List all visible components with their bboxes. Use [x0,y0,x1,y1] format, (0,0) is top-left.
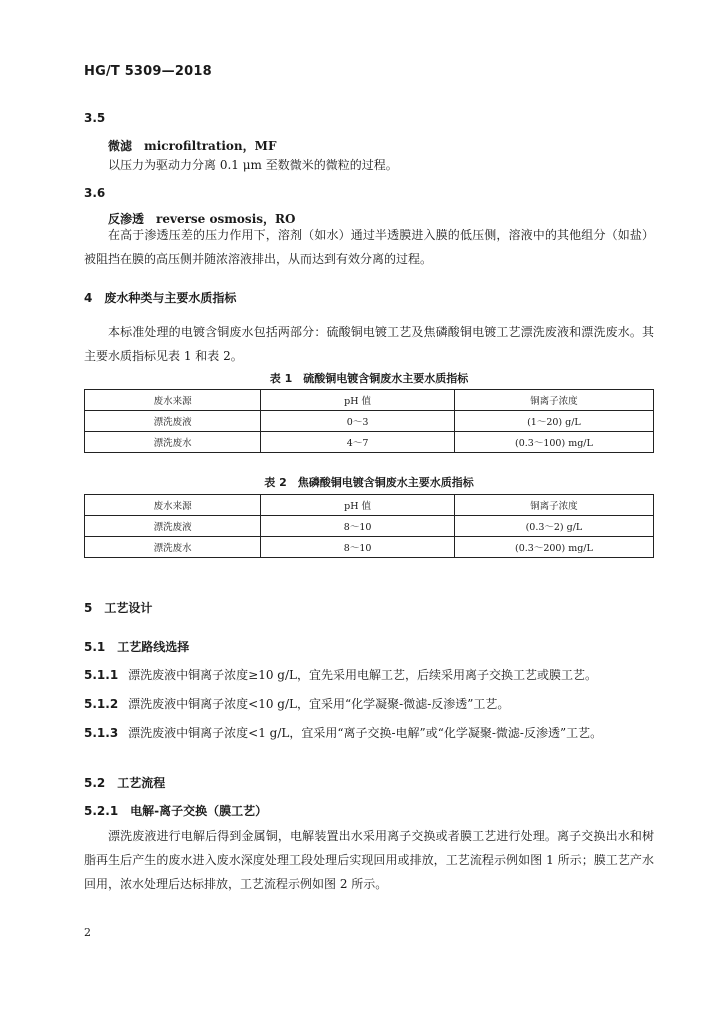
table-row [85,516,654,537]
table-header-row [85,390,654,411]
header-cell: 废水来源 [85,390,261,411]
section-number: 5.1 [84,640,106,654]
clause-number: 5.1.3 [84,726,119,740]
section-5-1-heading [84,638,189,655]
table-cell: 0～3 [261,411,454,432]
table-cell: 漂洗废液 [85,411,261,432]
section-5-2-heading [84,774,165,791]
header-cell: 废水来源 [85,495,261,516]
table-cell: (1～20) g/L [454,411,653,432]
term-english: microfiltration，MF [144,139,277,153]
section-4-paragraph: 本标准处理的电镀含铜废水包括两部分：硫酸铜电镀工艺及焦磷酸铜电镀工艺漂洗废液和漂洗废水。其主要水质指标见表 1 和表 2。 [84,325,654,363]
section-5-2-1-heading [84,802,267,819]
header-cell: 铜离子浓度 [454,390,653,411]
header-cell: pH 值 [261,390,454,411]
clause-number: 5.1.2 [84,697,119,711]
section-3-6-definition: 在高于渗透压差的压力作用下，溶剂（如水）通过半透膜进入膜的低压侧，溶液中的其他组分（如盐）被阻挡在膜的高压侧并随浓溶液排出，从而达到有效分离的过程。 [84,228,654,266]
table-cell: 4～7 [261,432,454,453]
section-title: 工艺路线选择 [117,640,190,654]
table-row [85,432,654,453]
section-3-6-number: 3.6 [84,186,106,200]
clause-text: 漂洗废液中铜离子浓度<10 g/L，宜采用“化学凝聚-微滤-反渗透”工艺。 [128,697,510,711]
table-cell: (0.3～200) mg/L [454,537,653,558]
clause-5-1-3 [84,722,654,744]
section-title: 工艺流程 [117,776,166,790]
table-cell: 漂洗废水 [85,432,261,453]
section-title: 电解-离子交换（膜工艺） [130,804,268,818]
table-row [85,537,654,558]
table-2-caption: 表 2 焦磷酸铜电镀含铜废水主要水质指标 [264,476,474,489]
table-row [85,411,654,432]
clause-number: 5.1.1 [84,668,119,682]
standard-code-header: HG/T 5309—2018 [84,64,212,79]
section-3-5-definition: 以压力为驱动力分离 0.1 μm 至数微米的微粒的过程。 [108,158,398,172]
section-number: 4 [84,291,93,305]
section-3-5-term [108,137,276,154]
term-chinese: 微滤 [108,139,133,153]
table-1 [84,389,654,453]
clause-5-1-1 [84,664,654,686]
section-title: 废水种类与主要水质指标 [104,291,237,305]
section-number: 5.2 [84,776,106,790]
clause-text: 漂洗废液中铜离子浓度<1 g/L，宜采用“离子交换-电解”或“化学凝聚-微滤-反渗透”工艺。 [128,726,603,740]
term-english: reverse osmosis，RO [156,212,296,226]
table-cell: 漂洗废液 [85,516,261,537]
page-number: 2 [84,926,91,939]
table-cell: 8～10 [261,537,454,558]
section-5-heading [84,599,152,616]
section-number: 5 [84,601,93,615]
table-cell: 漂洗废水 [85,537,261,558]
term-chinese: 反渗透 [108,212,145,226]
table-cell: 8～10 [261,516,454,537]
section-3-5-number: 3.5 [84,111,106,125]
section-4-heading [84,289,236,306]
clause-text: 漂洗废液中铜离子浓度≥10 g/L，宜先采用电解工艺，后续采用离子交换工艺或膜工艺。 [128,668,598,682]
table-2 [84,494,654,558]
section-title: 工艺设计 [104,601,153,615]
table-header-row [85,495,654,516]
clause-5-1-2 [84,693,654,715]
header-cell: 铜离子浓度 [454,495,653,516]
table-cell: (0.3～100) mg/L [454,432,653,453]
section-number: 5.2.1 [84,804,119,818]
table-cell: (0.3～2) g/L [454,516,653,537]
table-1-caption: 表 1 硫酸铜电镀含铜废水主要水质指标 [269,372,469,385]
section-5-2-1-paragraph: 漂洗废液进行电解后得到金属铜，电解装置出水采用离子交换或者膜工艺进行处理。离子交换出水和树脂再生后产生的废水进入废水深度处理工段处理后实现回用或排放，工艺流程示例如图 1 所示；膜工艺产水回用，浓水处理后达标排放，工艺流程示例如图 2 所示。 [84,829,654,891]
header-cell: pH 值 [261,495,454,516]
